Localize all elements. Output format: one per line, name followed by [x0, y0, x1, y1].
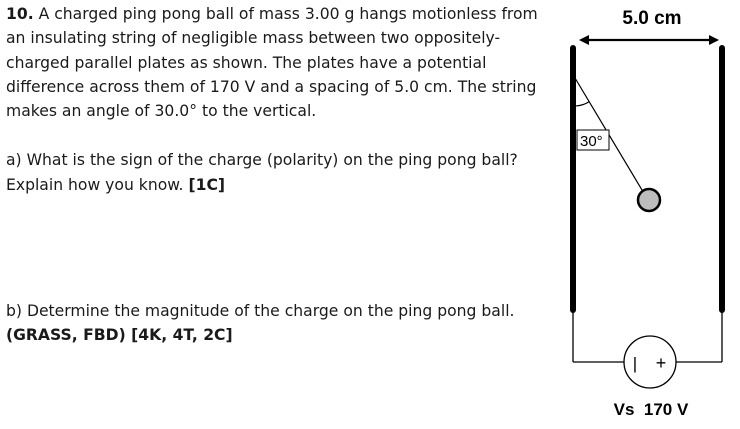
- angle-arc: [575, 102, 590, 107]
- source-plus-terminal: +: [655, 353, 667, 373]
- part-b-note: (GRASS, FBD): [6, 326, 126, 345]
- question-number: 10.: [6, 5, 34, 23]
- source-minus-terminal: |: [632, 354, 638, 373]
- angle-label: 30°: [580, 133, 603, 150]
- ping-pong-ball: [638, 189, 660, 211]
- spacing-label: 5.0 cm: [622, 8, 682, 29]
- stem-text: A charged ping pong ball of mass 3.00 g hangs motionless from an insulating string of negligible mass between two oppositely-charged parallel plates as shown. The plates have a potential difference across them of 170 V and a spacing of 5.0 cm. The string makes an angle of 30.0° to the vertical.: [6, 5, 538, 121]
- part-a-text: a) What is the sign of the charge (polarity) on the ping pong ball? Explain how you know.: [6, 151, 518, 194]
- part-b-text: b) Determine the magnitude of the charge on the ping pong ball.: [6, 302, 515, 320]
- part-b-marks: [4K, 4T, 2C]: [131, 326, 233, 345]
- part-a-marks: [1C]: [188, 175, 226, 194]
- source-label: Vs 170 V: [613, 400, 689, 419]
